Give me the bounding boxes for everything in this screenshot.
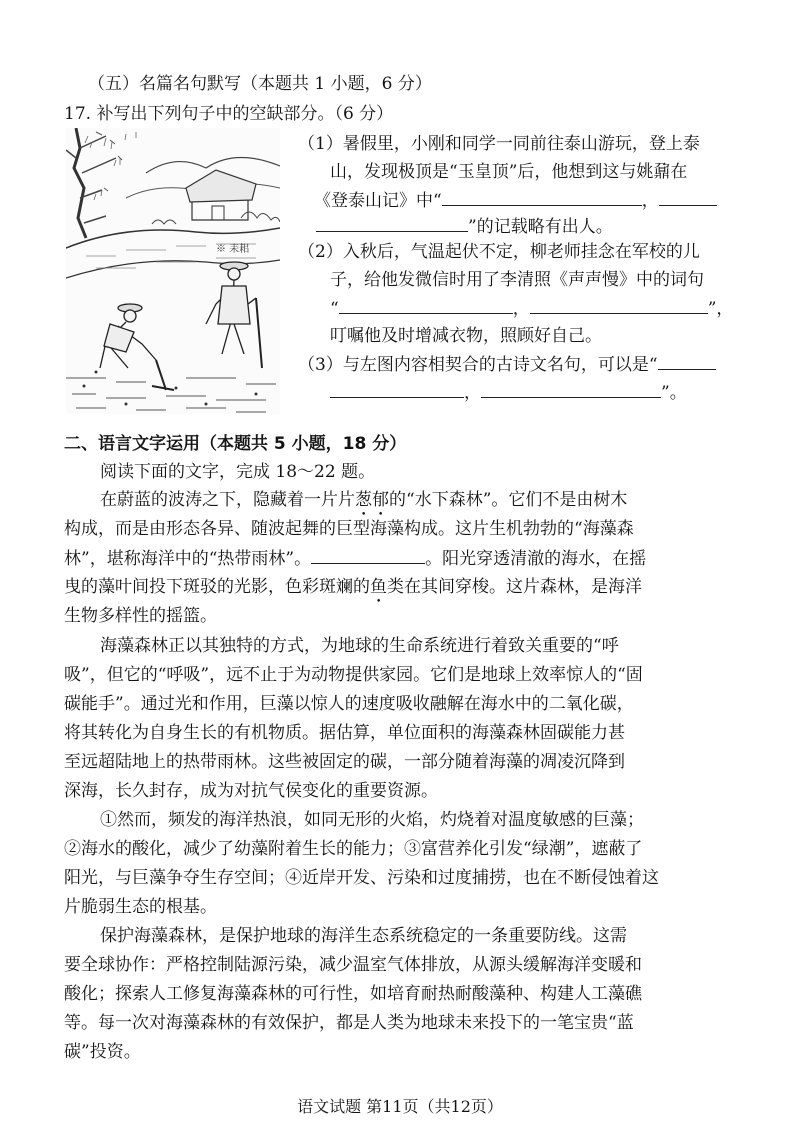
- passage-line: 至远超陆地上的热带雨林。这些被固定的碳，一部分随着海藻的凋凌沉降到: [64, 752, 625, 772]
- q17-item2-line1: （2）入秋后，气温起伏不定，柳老师挂念在军校的儿: [298, 242, 700, 262]
- page-footer: 语文试题 第11页（共12页）: [297, 1097, 503, 1116]
- question-17-title: 17. 补写出下列句子中的空缺部分。（6 分）: [64, 104, 394, 124]
- passage-line: 碳”投资。: [64, 1042, 141, 1062]
- answer-blank[interactable]: [442, 188, 642, 206]
- passage-line: 曳的藻叶间投下斑驳的光影，色彩斑斓的鱼类在其间穿梭。这片森林，是海洋: [64, 577, 642, 597]
- answer-blank[interactable]: [659, 188, 717, 206]
- answer-blank[interactable]: [481, 380, 661, 398]
- q17-item1-line4: ”的记载略有出人。: [316, 214, 613, 239]
- answer-blank[interactable]: [530, 296, 708, 314]
- q17-item1-prefix: 《登泰山记》中“: [314, 191, 442, 211]
- passage-line: 等。每一次对海藻森林的有效保护，都是人类为地球未来投下的一笔宝贵“蓝: [64, 1013, 634, 1033]
- passage-line: 吸”，但它的“呼吸”，远不止于为动物提供家园。它们是地球上效率惊人的“固: [64, 665, 643, 685]
- passage-line: 碳能手”。通过光和作用，巨藻以惊人的速度吸收融解在海水中的二氧化碳，: [64, 694, 634, 714]
- passage-line: 要全球协作：严格控制陆源污染，减少温室气体排放，从源头缓解海洋变暖和: [64, 955, 642, 975]
- passage-line: 酸化；探索人工修复海藻森林的可行性，如培育耐热耐酸藻种、构建人工藻礁: [64, 984, 642, 1004]
- q17-item2-line4: 叮嘱他及时增减衣物，照顾好自己。: [330, 326, 602, 346]
- passage-line: 在蔚蓝的波涛之下，隐藏着一片片葱郁的“水下森林”。它们不是由树木: [100, 490, 628, 510]
- answer-blank[interactable]: [311, 546, 425, 564]
- passage-line: 海藻森林正以其独特的方式，为地球的生命系统进行着致关重要的“呼: [100, 636, 619, 656]
- answer-blank[interactable]: [339, 296, 513, 314]
- answer-blank[interactable]: [330, 380, 464, 398]
- q17-item1-line2: 山，发现极顶是“玉皇顶”后，他想到这与姚鼐在: [330, 162, 688, 182]
- passage-line: 林”，堪称海洋中的“热带雨林”。 。阳光穿透清澈的海水，在摇: [64, 546, 646, 571]
- passage-line: 深海，长久封存，成为对抗气侯变化的重要资源。: [64, 781, 438, 801]
- section2-heading: 二、语言文字运用（本题共 5 小题，18 分）: [64, 434, 407, 454]
- passage-line: 构成，而是由形态各异、随波起舞的巨型海藻构成。这片生机勃勃的“海藻森: [64, 519, 634, 539]
- farming-illustration: [66, 128, 280, 414]
- q17-item3-line2: ， ”。: [330, 380, 687, 405]
- q17-item3-line1: （3）与左图内容相契合的古诗文名句，可以是“: [298, 352, 716, 377]
- q17-item1-line3: 《登泰山记》中“ ，: [314, 188, 717, 213]
- q17-item2-line3: “ ， ”，: [330, 296, 733, 321]
- passage-line: ①然而，频发的海洋热浪，如同无形的火焰，灼烧着对温度敏感的巨藻；: [100, 810, 644, 830]
- passage-line: 保护海藻森林，是保护地球的海洋生态系统稳定的一条重要防线。这需: [100, 926, 627, 946]
- passage-line: ②海水的酸化，减少了幼藻附着生长的能力；③富营养化引发“绿潮”，遮蔽了: [64, 839, 643, 859]
- passage-line: 阳光，与巨藻争夺生存空间；④近岸开发、污染和过度捕捞，也在不断侵蚀着这: [64, 868, 659, 888]
- passage-line: 生物多样性的摇篮。: [64, 606, 217, 626]
- svg-text:※ 耒耜: ※ 耒耜: [216, 244, 250, 255]
- answer-blank[interactable]: [658, 352, 716, 370]
- answer-blank[interactable]: [316, 214, 468, 232]
- passage-line: 片脆弱生态的根基。: [64, 897, 217, 917]
- q17-item2-line2: 子，给他发微信时用了李清照《声声慢》中的词句: [330, 270, 704, 290]
- part5-heading: （五）名篇名句默写（本题共 1 小题，6 分）: [88, 74, 432, 94]
- q17-item1-line1: （1）暑假里，小刚和同学一同前往泰山游玩，登上泰: [298, 134, 700, 154]
- section2-intro: 阅读下面的文字，完成 18～22 题。: [100, 462, 376, 482]
- passage-line: 将其转化为自身生长的有机物质。据估算，单位面积的海藻森林固碳能力甚: [64, 723, 625, 743]
